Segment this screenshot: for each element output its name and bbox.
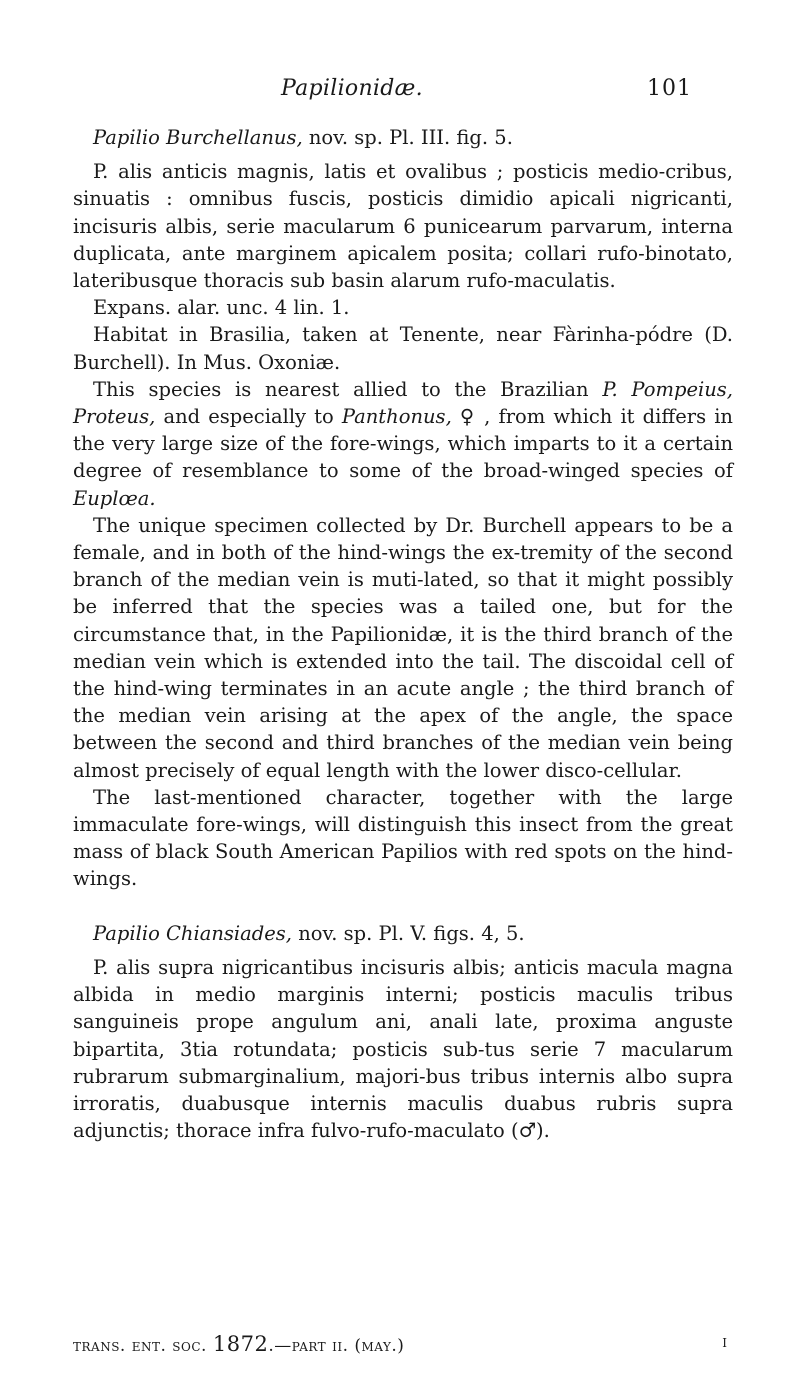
remarks-text: This species is nearest allied to the Brazilian [93, 377, 603, 401]
species-designation: nov. sp. Pl. III. fig. 5. [302, 126, 513, 149]
latin-description: P. alis supra nigricantibus incisuris albis; anticis macula magna albida in medio marginis interni; posticis maculis tribus sanguineis prope angulum ani, anali late, proxima anguste bipartita, 3tia rotundata; posticis sub-tus serie 7 macularum rubrarum submarginalium, majori-bus tribus internis albo supra irroratis, duabusque internis maculis duabus rubris supra adjunctis; thorace infra fulvo-rufo-maculato (♂). [73, 955, 733, 1143]
species-name: Papilio Burchellanus, [93, 126, 303, 149]
expanse-paragraph: Expans. alar. unc. 4 lin. 1. [93, 296, 350, 320]
signature-mark: i [722, 1332, 727, 1352]
latin-description: P. alis anticis magnis, latis et ovalibus ; posticis medio-cribus, sinuatis : omnibus fuscis, posticis dimidio apicali nigricanti, incisuris albis, serie macularum 6 punicearum parvarum, interna duplicata, ante marginem apicalem posita; collari rufo-binotato, lateribusque thoracis sub basin alarum rufo-maculatis. [73, 160, 733, 293]
remarks-text: ♀ , from which it differs in the very large size of the fore-wings, which imparts to it a certain degree of resemblance to some of the broad-winged species of [73, 405, 733, 483]
page-number: 101 [647, 76, 692, 101]
journal-citation [73, 1332, 404, 1356]
diagnosis-paragraph: The last-mentioned character, together with the large immaculate fore-wings, will distinguish this insect from the great mass of black South American Papilios with red spots on the hind-wings. [73, 785, 733, 891]
journal-name: trans. ent. soc. [73, 1336, 213, 1356]
species-designation: nov. sp. Pl. V. figs. 4, 5. [292, 921, 525, 945]
running-head [0, 76, 800, 106]
species-heading [73, 920, 733, 947]
remarks-text: and especially to [155, 405, 342, 429]
page-footer [73, 1329, 733, 1357]
species-heading [73, 124, 733, 151]
journal-year: 1872 [212, 1332, 269, 1356]
remarks-taxon-name: Panthonus, [341, 405, 452, 429]
body-text [73, 124, 733, 1144]
species-name: Papilio Chiansiades, [93, 921, 292, 945]
remarks-genus-name: Euplœa. [73, 486, 156, 510]
journal-part: .—part ii. (may.) [268, 1336, 405, 1356]
remarks-taxon-names: P. Pompeius, Proteus, [73, 377, 734, 429]
running-head-title: Papilionidæ. [281, 76, 423, 101]
remarks-paragraph [73, 376, 733, 512]
specimen-paragraph: The unique specimen collected by Dr. Burchell appears to be a female, and in both of the hind-wings the ex-tremity of the second branch of the median vein is muti-lated, so that it might possibly be inferred that the species was a tailed one, but for the circumstance that, in the Papilionidæ, it is the third branch of the median vein which is extended into the tail. The discoidal cell of the hind-wing terminates in an acute angle ; the third branch of the median vein arising at the apex of the angle, the space between the second and third branches of the median vein being almost precisely of equal length with the lower disco-cellular. [73, 513, 733, 782]
habitat-paragraph: Habitat in Brasilia, taken at Tenente, near Fàrinha-pódre (D. Burchell). In Mus. Oxoniæ. [73, 323, 733, 374]
